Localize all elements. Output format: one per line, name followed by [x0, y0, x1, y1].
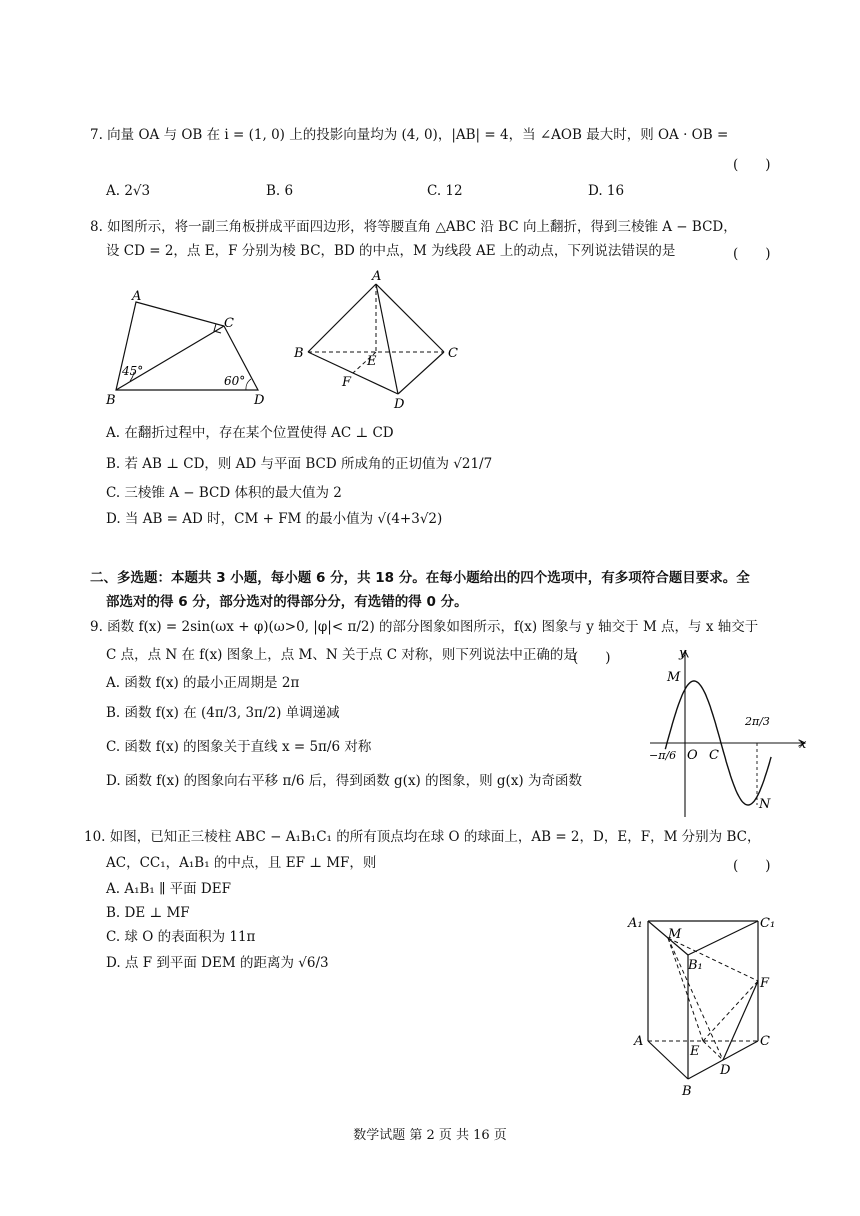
label-y: y	[679, 646, 687, 661]
q8-answer-paren: ( )	[733, 246, 771, 262]
q9-option-c: C. 函数 f(x) 的图象关于直线 x = 5π/6 对称	[106, 739, 372, 755]
label-a: A	[372, 269, 382, 284]
q8-option-d: D. 当 AB = AD 时，CM + FM 的最小值为 √(4+3√2)	[106, 511, 443, 527]
label-n: N	[759, 797, 771, 812]
q9-answer-paren: ( )	[573, 650, 611, 666]
label-f: F	[760, 976, 770, 991]
label-m: M	[667, 670, 681, 685]
label-c: C	[760, 1034, 770, 1049]
label-d: D	[394, 397, 405, 412]
q10-option-d: D. 点 F 到平面 DEM 的距离为 √6/3	[106, 955, 329, 971]
q7-answer-paren: ( )	[733, 157, 771, 173]
label-e: E	[367, 354, 377, 369]
section2-heading-line1: 二、多选题：本题共 3 小题，每小题 6 分，共 18 分。在每小题给出的四个选项中，有多项符合题目要求。全	[90, 570, 750, 586]
q7-option-b: B. 6	[266, 183, 294, 199]
q9-stem-line1: 9. 函数 f(x) = 2sin(ωx + φ)(ω>0, |φ|< π/2) 的部分图象如图所示，f(x) 图象与 y 轴交于 M 点，与 x 轴交于	[90, 619, 759, 635]
label-angle-45: 45°	[122, 364, 144, 378]
q9-option-b: B. 函数 f(x) 在 (4π/3, 3π/2) 单调递减	[106, 705, 340, 721]
q9-stem-line2: C 点，点 N 在 f(x) 图象上，点 M、N 关于点 C 对称，则下列说法中正确的是	[106, 647, 577, 663]
label-b1: B₁	[688, 958, 703, 973]
q8-tetrahedron-figure	[292, 268, 472, 413]
q10-option-a: A. A₁B₁ ∥ 平面 DEF	[106, 881, 231, 897]
q7-stem: 7. 向量 OA 与 OB 在 i = (1, 0) 上的投影向量均为 (4, 0)，|AB| = 4，当 ∠AOB 最大时，则 OA · OB =	[90, 127, 729, 143]
q7-option-c: C. 12	[427, 183, 463, 199]
q10-answer-paren: ( )	[733, 858, 771, 874]
q8-quadrilateral-figure	[100, 280, 280, 410]
q8-option-a: A. 在翻折过程中，存在某个位置使得 AC ⊥ CD	[106, 425, 394, 441]
label-e: E	[690, 1044, 700, 1059]
q10-option-b: B. DE ⊥ MF	[106, 905, 190, 921]
q10-stem-line2: AC，CC₁，A₁B₁ 的中点，且 EF ⊥ MF，则	[106, 855, 377, 871]
label-o: O	[687, 748, 698, 763]
q10-option-c: C. 球 O 的表面积为 11π	[106, 929, 256, 945]
label-d: D	[720, 1063, 731, 1078]
label-2pi-3: 2π/3	[745, 715, 770, 728]
q8-stem-line1: 8. 如图所示，将一副三角板拼成平面四边形，将等腰直角 △ABC 沿 BC 向上翻折，得到三棱锥 A − BCD，	[90, 219, 737, 235]
q9-option-a: A. 函数 f(x) 的最小正周期是 2π	[106, 675, 300, 691]
page-footer: 数学试题 第 2 页 共 16 页	[353, 1128, 507, 1143]
label-b: B	[106, 393, 116, 408]
label-b: B	[682, 1084, 692, 1099]
label-a: A	[634, 1034, 644, 1049]
label-m: M	[668, 927, 682, 942]
label-d: D	[254, 393, 265, 408]
label-c: C	[709, 748, 719, 763]
label-a1: A₁	[628, 916, 643, 931]
label-f: F	[342, 375, 352, 390]
diagonal-bc	[116, 326, 224, 390]
label-c: C	[448, 346, 458, 361]
label-neg-pi-6: −π/6	[649, 749, 677, 762]
label-x: x	[799, 737, 807, 752]
q8-option-b: B. 若 AB ⊥ CD，则 AD 与平面 BCD 所成角的正切值为 √21/7	[106, 456, 493, 472]
label-c: C	[224, 316, 234, 331]
label-c1: C₁	[760, 916, 776, 931]
section2-heading-line2: 部选对的得 6 分，部分选对的得部分分，有选错的得 0 分。	[106, 594, 468, 610]
label-a: A	[132, 289, 142, 304]
q8-option-c: C. 三棱锥 A − BCD 体积的最大值为 2	[106, 485, 342, 501]
q10-stem-line1: 10. 如图，已知正三棱柱 ABC − A₁B₁C₁ 的所有顶点均在球 O 的球面上，AB = 2，D，E，F，M 分别为 BC，	[84, 829, 761, 845]
q7-option-d: D. 16	[588, 183, 625, 199]
label-b: B	[294, 346, 304, 361]
q10-prism-figure	[628, 905, 788, 1100]
label-angle-60: 60°	[224, 374, 246, 388]
angle-60-arc	[246, 379, 251, 390]
q9-option-d: D. 函数 f(x) 的图象向右平移 π/6 后，得到函数 g(x) 的图象，则 g(x) 为奇函数	[106, 773, 582, 789]
q7-option-a: A. 2√3	[106, 183, 151, 199]
q8-stem-line2: 设 CD = 2，点 E，F 分别为棱 BC，BD 的中点，M 为线段 AE 上的动点，下列说法错误的是	[106, 243, 676, 259]
q9-sine-graph	[645, 645, 815, 820]
